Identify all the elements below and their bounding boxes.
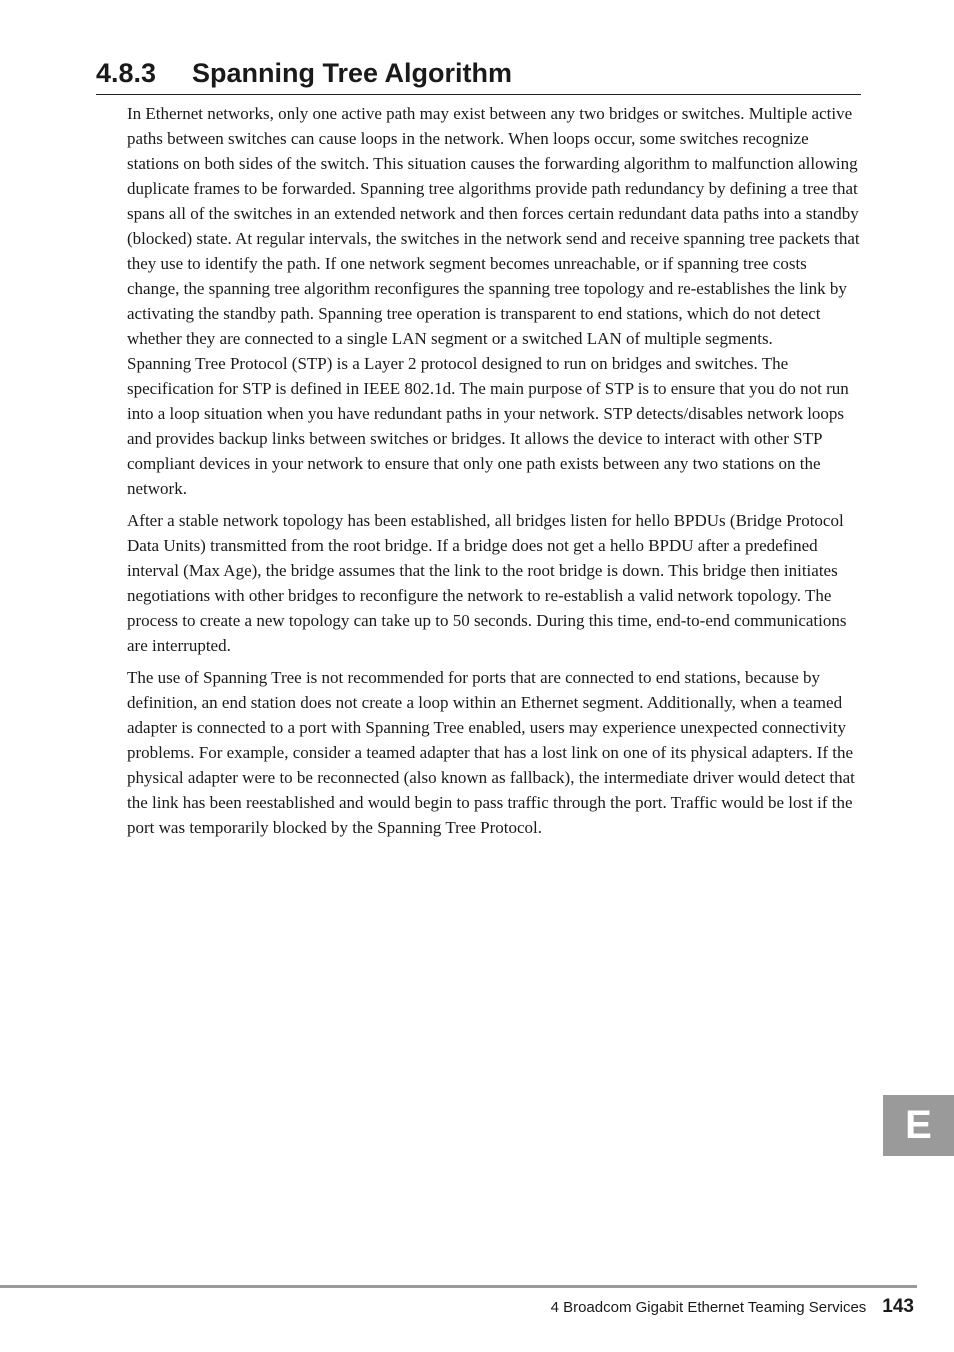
section-body	[127, 101, 861, 840]
paragraph-stp: Spanning Tree Protocol (STP) is a Layer 2 protocol designed to run on bridges and switches. The specification for STP is defined in IEEE 802.1d. The main purpose of STP is to ensure that you do not run into a loop situation when you have redundant paths in your network. STP detects/disables network loops and provides backup links between switches or bridges. It allows the device to interact with other STP compliant devices in your network to ensure that only one path exists between any two stations on the network.	[127, 354, 849, 498]
footer-divider	[0, 1285, 917, 1288]
page-footer	[551, 1296, 914, 1318]
paragraph-teaming: The use of Spanning Tree is not recommended for ports that are connected to end stations, because by definition, an end station does not create a loop within an Ethernet segment. Additionally, when a teamed adapter is connected to a port with Spanning Tree enabled, users may experience unexpected connectivity problems. For example, consider a teamed adapter that has a lost link on one of its physical adapters. If the physical adapter were to be reconnected (also known as fallback), the intermediate driver would detect that the link has been reestablished and would begin to pass traffic through the port. Traffic would be lost if the port was temporarily blocked by the Spanning Tree Protocol.	[127, 668, 855, 837]
page-number: 143	[882, 1296, 914, 1317]
footer-chapter-title: 4 Broadcom Gigabit Ethernet Teaming Services	[550, 1299, 867, 1316]
appendix-tab: E	[883, 1095, 954, 1156]
section-title: Spanning Tree Algorithm	[192, 58, 513, 88]
paragraph-intro: In Ethernet networks, only one active path may exist between any two bridges or switches. Multiple active paths between switches can cause loops in the network. When loops occur, some switches recognize stations on both sides of the switch. This situation causes the forwarding algorithm to malfunction allowing duplicate frames to be forwarded. Spanning tree algorithms provide path redundancy by defining a tree that spans all of the switches in an extended network and then forces certain redundant data paths into a standby (blocked) state. At regular intervals, the switches in the network send and receive spanning tree packets that they use to identify the path. If one network segment becomes unreachable, or if spanning tree costs change, the spanning tree algorithm reconfigures the spanning tree topology and re-establishes the link by activating the standby path. Spanning tree operation is transparent to end stations, which do not detect whether they are connected to a single LAN segment or a switched LAN of multiple segments.	[127, 104, 860, 348]
section-number: 4.8.3	[96, 58, 157, 88]
paragraph-bpdu: After a stable network topology has been established, all bridges listen for hello BPDUs (Bridge Protocol Data Units) transmitted from the root bridge. If a bridge does not get a hello BPDU after a predefined interval (Max Age), the bridge assumes that the link to the root bridge is down. This bridge then initiates negotiations with other bridges to reconfigure the network to re-establish a valid network topology. The process to create a new topology can take up to 50 seconds. During this time, end-to-end communications are interrupted.	[127, 511, 847, 655]
section-heading	[96, 54, 861, 95]
